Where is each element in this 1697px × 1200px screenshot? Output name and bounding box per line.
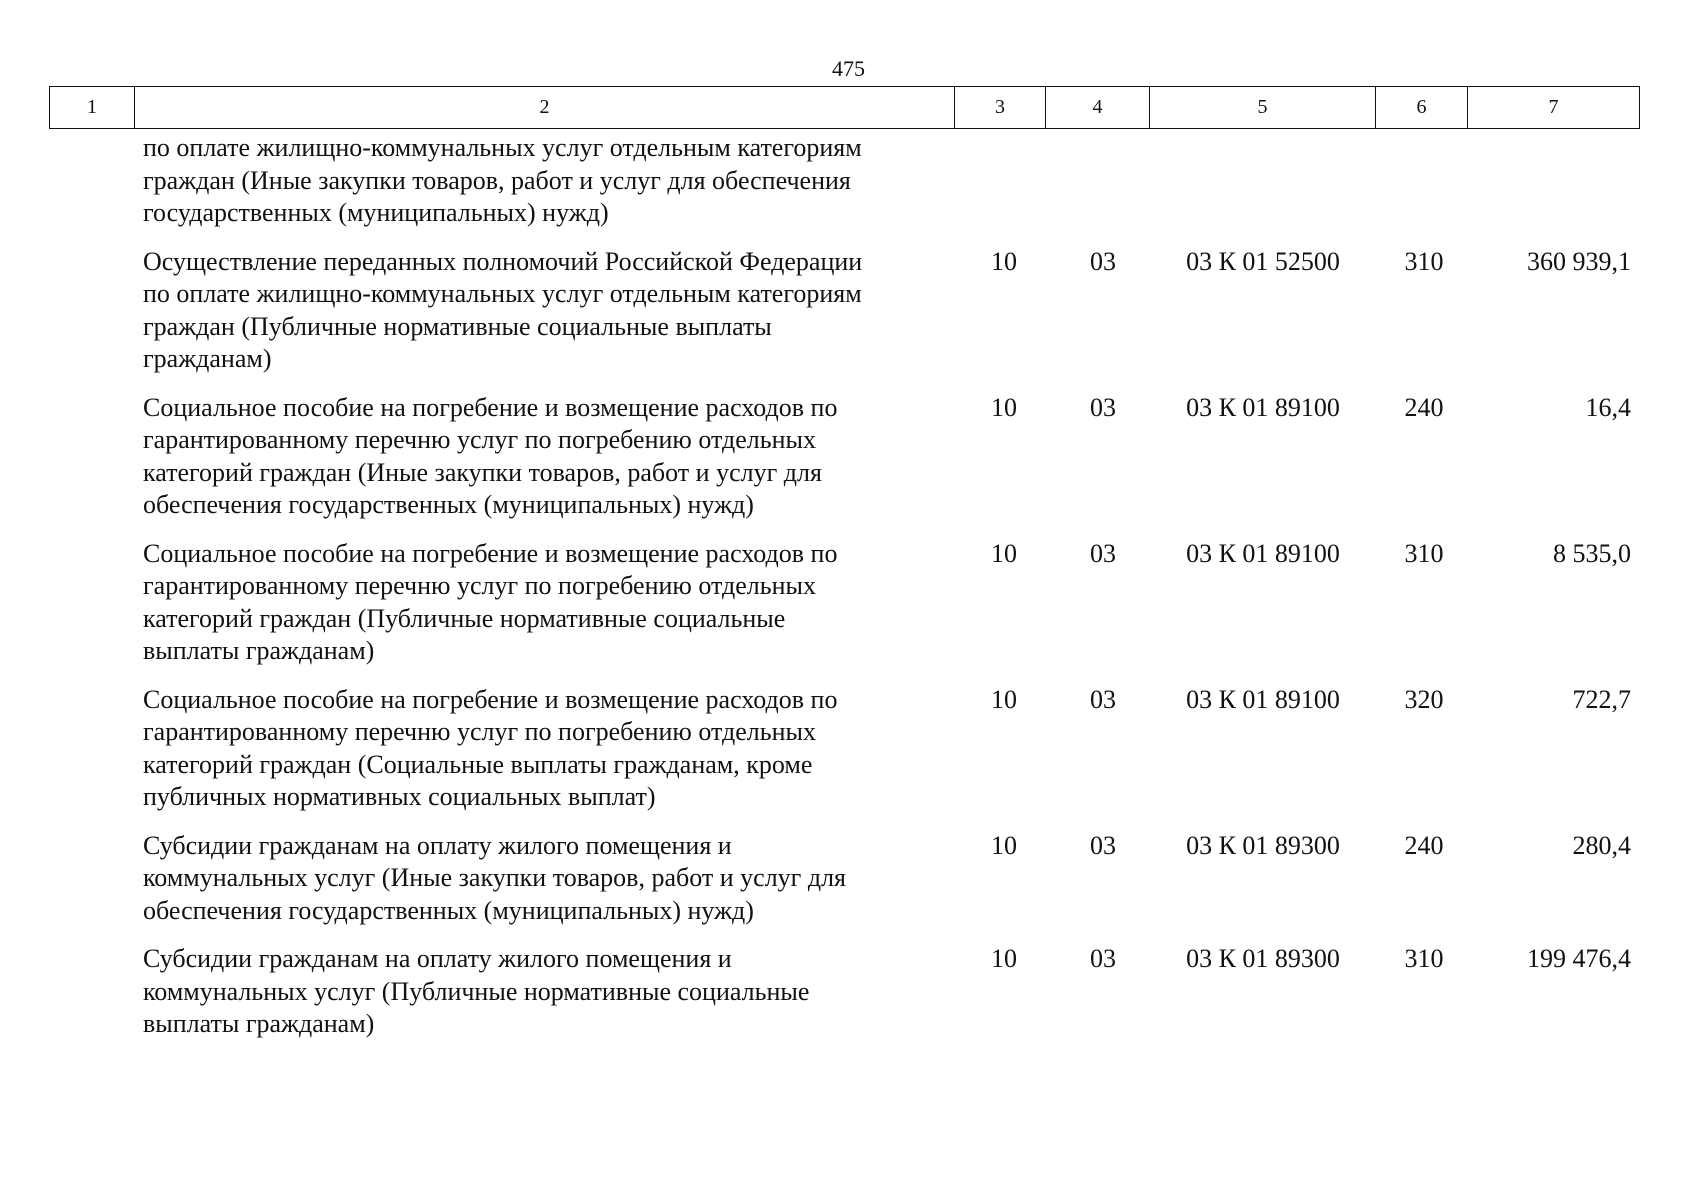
row-subsection: 03: [1090, 684, 1116, 714]
row-target-article: 03 К 01 89100: [1186, 684, 1340, 714]
header-col-4: 4: [1046, 87, 1150, 129]
row-subsection: 03: [1090, 944, 1116, 973]
row-subsection: 03: [1090, 830, 1116, 860]
row-section: 10: [991, 684, 1017, 714]
header-col-5: 5: [1150, 87, 1376, 129]
row-target-article: 03 К 01 52500: [1186, 246, 1340, 276]
row-name: Социальное пособие на погребение и возмещение расходов по гарантированному перечню услуг по погребению отдельных категорий граждан (Публичные нормативные социальные выплаты гражданам): [143, 538, 838, 665]
row-subsection: 03: [1090, 392, 1116, 422]
header-col-1: 1: [50, 87, 135, 129]
row-name: Субсидии гражданам на оплату жилого помещения и коммунальных услуг (Публичные нормативные социальные выплаты гражданам): [143, 944, 810, 1038]
row-section: 10: [991, 246, 1017, 276]
row-amount: 8 535,0: [1553, 538, 1631, 568]
row-subsection: 03: [1090, 246, 1116, 276]
row-amount: 280,4: [1572, 830, 1631, 860]
table-row: [49, 943, 1639, 1041]
row-section: 10: [991, 538, 1017, 568]
table-row: [49, 830, 1639, 928]
row-target-article: 03 К 01 89300: [1186, 944, 1340, 973]
row-target-article: 03 К 01 89300: [1186, 830, 1340, 860]
row-target-article: 03 К 01 89100: [1186, 392, 1340, 422]
row-expense-type: 240: [1404, 830, 1444, 860]
row-name: Социальное пособие на погребение и возмещение расходов по гарантированному перечню услуг по погребению отдельных категорий граждан (Иные закупки товаров, работ и услуг для обеспечения государственных (муниципальных) нужд): [143, 392, 838, 519]
row-amount: 360 939,1: [1527, 246, 1631, 276]
header-col-2: 2: [135, 87, 955, 129]
row-section: 10: [991, 944, 1017, 973]
table-header: [49, 86, 1640, 129]
row-amount: 199 476,4: [1527, 944, 1631, 973]
row-section: 10: [991, 392, 1017, 422]
table-row: [49, 538, 1639, 668]
table-row: [49, 684, 1639, 814]
row-name: Осуществление переданных полномочий Российской Федерации по оплате жилищно-коммунальных услуг отдельным категориям граждан (Публичные нормативные социальные выплаты гражданам): [143, 246, 863, 373]
row-expense-type: 310: [1404, 246, 1444, 276]
table-row: [49, 132, 1639, 230]
table-row: [49, 246, 1639, 376]
table-body: [49, 132, 1639, 1057]
row-target-article: 03 К 01 89100: [1186, 538, 1340, 568]
row-amount: 16,4: [1585, 392, 1631, 422]
row-name: по оплате жилищно-коммунальных услуг отдельным категориям граждан (Иные закупки товаров, работ и услуг для обеспечения государственных (муниципальных) нужд): [143, 133, 862, 227]
row-expense-type: 310: [1404, 538, 1444, 568]
row-name: Субсидии гражданам на оплату жилого помещения и коммунальных услуг (Иные закупки товаров, работ и услуг для обеспечения государственных (муниципальных) нужд): [143, 830, 847, 925]
row-expense-type: 310: [1404, 944, 1444, 973]
row-section: 10: [991, 830, 1017, 860]
header-row: [50, 87, 1640, 129]
page-number: 475: [832, 56, 865, 81]
row-expense-type: 320: [1404, 684, 1444, 714]
row-expense-type: 240: [1404, 392, 1444, 422]
header-col-7: 7: [1468, 87, 1640, 129]
row-amount: 722,7: [1572, 684, 1631, 714]
table-row: [49, 392, 1639, 522]
row-name: Социальное пособие на погребение и возмещение расходов по гарантированному перечню услуг по погребению отдельных категорий граждан (Социальные выплаты гражданам, кроме публичных нормативных социальных выплат): [143, 684, 838, 811]
header-col-3: 3: [955, 87, 1046, 129]
row-subsection: 03: [1090, 538, 1116, 568]
header-col-6: 6: [1376, 87, 1468, 129]
